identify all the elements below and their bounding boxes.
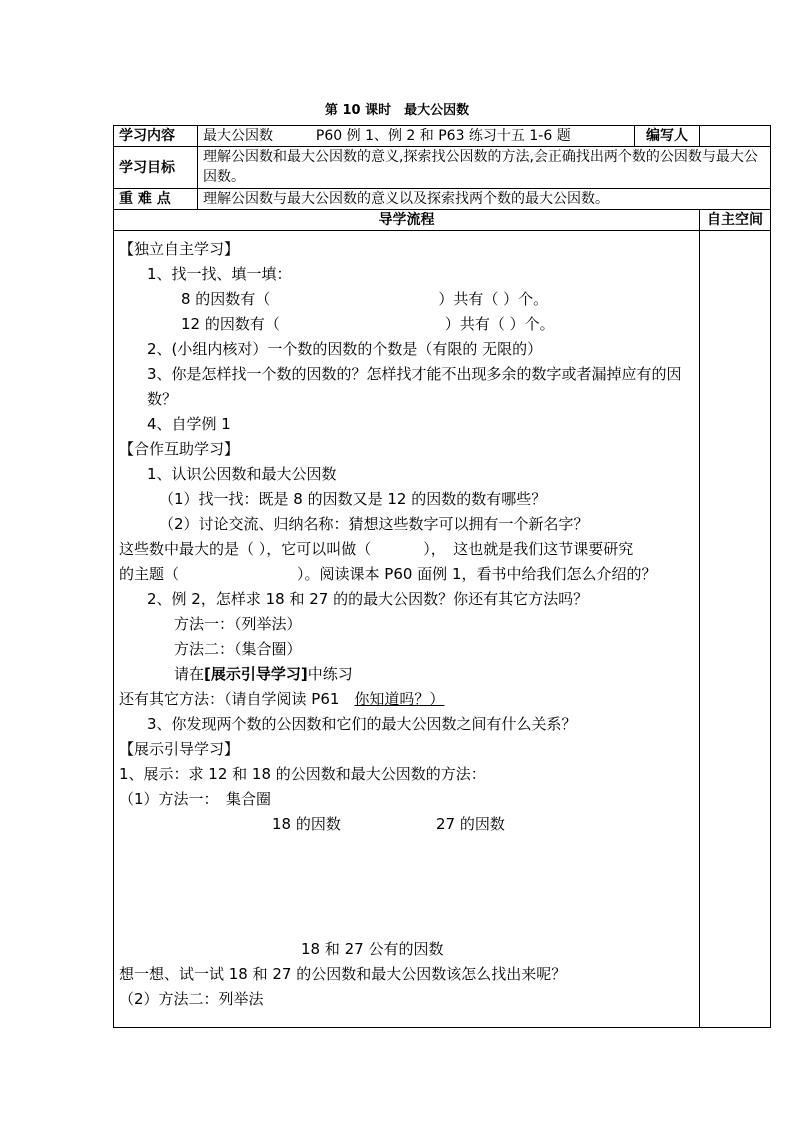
sec1-q2: 2、(小组内核对）一个数的因数的个数是（有限的 无限的） xyxy=(147,340,543,358)
sec2-q1: 1、认识公因数和最大公因数 xyxy=(147,465,337,483)
goal-label-cell xyxy=(114,147,198,189)
sec2-p2-a: 的主题（ xyxy=(119,565,180,583)
author-label-cell xyxy=(635,126,700,147)
content-label: 学习内容 xyxy=(119,128,175,144)
sec2-m2: 方法二：（集合圈） xyxy=(174,640,302,658)
sec2-practice-c: 中练习 xyxy=(307,665,353,683)
sec1-q1b-pre: 12 的因数有（ xyxy=(181,315,280,333)
sec3-m2: （2）方法二：列举法 xyxy=(119,990,264,1008)
sec2-p2 xyxy=(119,562,694,587)
space-label-cell xyxy=(700,210,771,231)
flow-label: 导学流程 xyxy=(378,212,435,228)
set-18-label: 18 的因数 xyxy=(272,815,341,833)
sec2-p1-b: ）， 这也就是我们这节课要研究 xyxy=(423,540,634,558)
key-label-cell xyxy=(114,189,198,210)
sec2-m1: 方法一：（列举法） xyxy=(174,615,302,633)
content-topic: 最大公因数 xyxy=(203,128,273,144)
row-content xyxy=(114,126,771,147)
sec2-q1a: （1）找一找：既是 8 的因数又是 12 的因数的数有哪些？ xyxy=(159,490,547,508)
sec1-q1b-post: ）共有（ ）个。 xyxy=(444,315,555,333)
sec1-q1a-post: ）共有（ ）个。 xyxy=(438,290,549,308)
content-value-cell xyxy=(198,126,635,147)
author-label: 编写人 xyxy=(646,128,688,144)
sec3-think: 想一想、试一试 18 和 27 的公因数和最大公因数该怎么找出来呢？ xyxy=(119,965,567,983)
sec2-title: 【合作互助学习】 xyxy=(119,440,240,458)
sec2-practice-b: [展示引导学习] xyxy=(204,665,308,683)
sec2-other-a: 还有其它方法：（请自学阅读 P61 xyxy=(119,690,355,708)
row-goal xyxy=(114,147,771,189)
space-cell xyxy=(700,231,771,1028)
sec2-other-b: 你知道吗？） xyxy=(354,690,445,708)
space-label: 自主空间 xyxy=(707,212,763,228)
sec2-p1-a: 这些数中最大的是（ ），它可以叫做（ xyxy=(119,540,372,558)
goal-text: 理解公因数和最大公因数的意义,探索找公因数的方法,会正确找出两个数的公因数与最大公因数。 xyxy=(203,149,758,185)
flow-label-cell xyxy=(114,210,700,231)
sec1-q1: 1、找一找、填一填： xyxy=(147,265,292,283)
sec2-q1b: （2）讨论交流、归纳名称：猜想这些数字可以拥有一个新名字？ xyxy=(159,515,589,533)
row-main xyxy=(114,231,771,1028)
key-text-cell xyxy=(198,189,771,210)
sec2-p1 xyxy=(119,537,694,562)
sec2-practice xyxy=(119,662,694,687)
flow-content-cell xyxy=(114,231,700,1028)
key-label: 重 难 点 xyxy=(119,191,171,207)
lesson-table xyxy=(113,125,771,1028)
sec2-q2: 2、例 2，怎样求 18 和 27 的的最大公因数？你还有其它方法吗？ xyxy=(147,590,589,608)
set-27-label: 27 的因数 xyxy=(436,815,505,833)
sec3-set-labels xyxy=(119,812,694,837)
sec1-q1a-pre: 8 的因数有（ xyxy=(181,290,271,308)
sec1-q3: 3、你是怎样找一个数的因数的？怎样找才能不出现多余的数字或者漏掉应有的因数？ xyxy=(147,365,682,408)
row-key xyxy=(114,189,771,210)
sec3-p1: 1、展示：求 12 和 18 的公因数和最大公因数的方法： xyxy=(119,765,486,783)
venn-space xyxy=(119,837,694,937)
sec3-title: 【展示引导学习】 xyxy=(119,740,240,758)
sec1-title: 【独立自主学习】 xyxy=(119,240,240,258)
row-flow-header xyxy=(114,210,771,231)
content-label-cell xyxy=(114,126,198,147)
sec2-practice-a: 请在 xyxy=(174,665,205,683)
sec1-q1a xyxy=(119,287,694,312)
content-ref: P60 例 1、例 2 和 P63 练习十五 1-6 题 xyxy=(315,128,571,144)
sec1-q3-wrap xyxy=(119,362,694,412)
sec1-q1b xyxy=(119,312,694,337)
sec1-q4: 4、自学例 1 xyxy=(147,415,231,433)
page-title: 第 10 课时 最大公因数 xyxy=(324,103,470,118)
sec3-m1: （1）方法一： 集合圈 xyxy=(119,790,272,808)
sec2-other xyxy=(119,687,694,712)
flow-content xyxy=(119,237,694,1012)
sec2-q3: 3、你发现两个数的公因数和它们的最大公因数之间有什么关系？ xyxy=(147,715,577,733)
goal-label: 学习目标 xyxy=(119,159,175,176)
key-text: 理解公因数与最大公因数的意义以及探索找两个数的最大公因数。 xyxy=(203,191,609,207)
sec2-p2-b: ）。阅读课本 P60 面例 1，看书中给我们怎么介绍的？ xyxy=(297,565,657,583)
author-value-cell xyxy=(700,126,771,147)
sec3-common: 18 和 27 公有的因数 xyxy=(301,940,444,958)
goal-text-cell xyxy=(198,147,771,189)
